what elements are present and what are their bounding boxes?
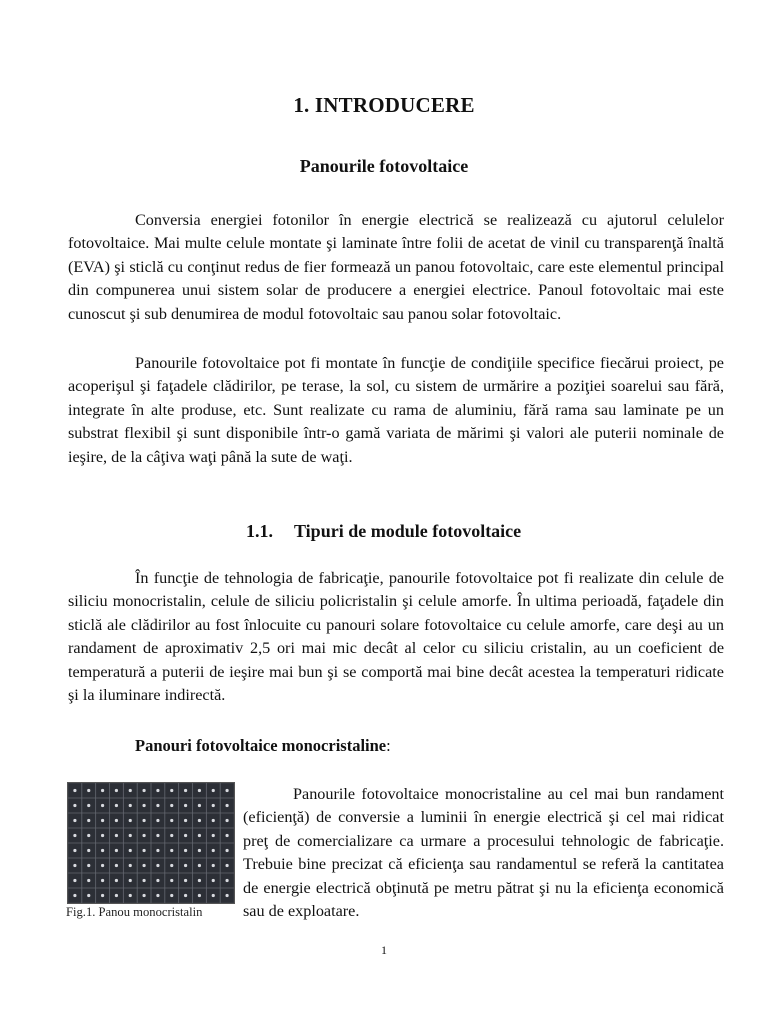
panel-cell-dot bbox=[156, 849, 159, 852]
panel-cell-dot bbox=[212, 804, 215, 807]
panel-cell-dot bbox=[225, 834, 228, 837]
panel-cell-dot bbox=[142, 894, 145, 897]
panel-cell-dot bbox=[142, 819, 145, 822]
chapter-title: 1. INTRODUCERE bbox=[293, 93, 475, 117]
panel-cell-dot bbox=[87, 834, 90, 837]
paragraph-mounting-text: Panourile fotovoltaice pot fi montate în funcţie de condiţiile specifice fiecărui proiect, pe acoperişul şi faţadele clădirilor, pe terase, la sol, cu sistem de urmărire a poziţiei soarelui sau fără, integrate în alte produse, etc. Sunt realizate cu rama de aluminiu, fără rama sau laminate pe un substrat flexibil şi sunt disponibile într-o gamă variata de mărimi şi valori ale puterii nominale de ieşire, de la câţiva waţi până la sute de waţi. bbox=[68, 354, 724, 466]
panel-cell-dot bbox=[115, 894, 118, 897]
panel-cell-dot bbox=[142, 849, 145, 852]
monocrystalline-panel-image bbox=[67, 782, 235, 904]
panel-cell-dot bbox=[184, 879, 187, 882]
panel-cell-dot bbox=[115, 864, 118, 867]
subheading-monocrystalline bbox=[135, 736, 391, 756]
panel-cell-dot bbox=[225, 789, 228, 792]
panel-cell-dot bbox=[129, 894, 132, 897]
panel-cell-dot bbox=[115, 849, 118, 852]
panel-cell-dot bbox=[184, 804, 187, 807]
panel-cell-dot bbox=[73, 894, 76, 897]
panel-cell-dot bbox=[198, 804, 201, 807]
panel-cell-dot bbox=[198, 849, 201, 852]
panel-cell-dot bbox=[170, 819, 173, 822]
paragraph-monocrystalline bbox=[243, 783, 724, 923]
paragraph-monocrystalline-text: Panourile fotovoltaice monocristaline au cel mai bun randament (eficienţă) de conversie a luminii în energie electrică şi cel mai ridicat preţ de comercializare ca urmare a procesului tehnologic de fabricaţie. Trebuie bine precizat că eficienţa sau randamentul se referă la cantitatea de energie electrică obţinută pe metru pătrat şi nu la eficienţa economică sau de exploatare. bbox=[243, 785, 724, 921]
panel-cell-dot bbox=[73, 789, 76, 792]
panel-cell-dot bbox=[87, 804, 90, 807]
panel-cell-dot bbox=[129, 849, 132, 852]
section-title: Panourile fotovoltaice bbox=[299, 156, 469, 176]
panel-cell-dot bbox=[156, 879, 159, 882]
panel-cell-dot bbox=[87, 819, 90, 822]
panel-cell-dot bbox=[212, 789, 215, 792]
panel-cell-dot bbox=[142, 789, 145, 792]
subsection-title-text: Tipuri de module fotovoltaice bbox=[294, 521, 522, 541]
paragraph-intro-text: Conversia energiei fotonilor în energie electrică se realizează cu ajutorul celulelor fotovoltaice. Mai multe celule montate şi laminate între folii de acetat de vinil cu transparenţă înaltă (EVA) şi sticlă cu conţinut redus de fier formează un panou fotovoltaic, care este elementul principal din compunerea unui sistem solar de producere a energiei electrice. Panoul fotovoltaic mai este cunoscut şi sub denumirea de modul fotovoltaic sau panou solar fotovoltaic. bbox=[68, 211, 724, 323]
panel-cell-dot bbox=[212, 894, 215, 897]
panel-cell-dot bbox=[142, 834, 145, 837]
panel-cell-dot bbox=[142, 879, 145, 882]
panel-illustration bbox=[68, 783, 234, 903]
panel-cell-dot bbox=[184, 864, 187, 867]
panel-cell-dot bbox=[225, 849, 228, 852]
panel-cell-dot bbox=[73, 879, 76, 882]
panel-cell-dot bbox=[184, 819, 187, 822]
panel-cell-dot bbox=[101, 834, 104, 837]
panel-cell-dot bbox=[225, 879, 228, 882]
panel-cell-dot bbox=[129, 879, 132, 882]
panel-cell-dot bbox=[87, 789, 90, 792]
subsection-number: 1.1. bbox=[246, 521, 273, 541]
panel-cell-dot bbox=[87, 894, 90, 897]
panel-cell-dot bbox=[101, 879, 104, 882]
panel-cell-dot bbox=[198, 864, 201, 867]
page-number: 1 bbox=[381, 943, 387, 957]
panel-cell-dot bbox=[198, 879, 201, 882]
panel-cell-dot bbox=[142, 804, 145, 807]
panel-cell-dot bbox=[101, 894, 104, 897]
panel-cell-dot bbox=[170, 849, 173, 852]
panel-cell-dot bbox=[170, 789, 173, 792]
panel-cell-dot bbox=[170, 834, 173, 837]
panel-cell-dot bbox=[212, 864, 215, 867]
panel-cell-dot bbox=[129, 789, 132, 792]
panel-cell-dot bbox=[212, 819, 215, 822]
panel-cell-dot bbox=[156, 834, 159, 837]
subsection-title bbox=[246, 521, 521, 542]
panel-cell-dot bbox=[129, 804, 132, 807]
paragraph-intro bbox=[68, 209, 724, 326]
panel-cell-dot bbox=[101, 819, 104, 822]
panel-cell-dot bbox=[170, 894, 173, 897]
panel-cell-dot bbox=[73, 834, 76, 837]
panel-cell-dot bbox=[73, 819, 76, 822]
panel-cell-dot bbox=[184, 849, 187, 852]
panel-cell-dot bbox=[87, 879, 90, 882]
subheading-monocrystalline-text: Panouri fotovoltaice monocristaline bbox=[135, 736, 387, 755]
panel-cell-dot bbox=[142, 864, 145, 867]
panel-cell-dot bbox=[198, 819, 201, 822]
panel-cell-dot bbox=[115, 804, 118, 807]
panel-cell-dot bbox=[156, 864, 159, 867]
panel-cell-dot bbox=[156, 819, 159, 822]
panel-cell-dot bbox=[115, 789, 118, 792]
panel-cell-dot bbox=[129, 819, 132, 822]
panel-cell-dot bbox=[184, 894, 187, 897]
panel-cell-dot bbox=[184, 834, 187, 837]
panel-cell-dot bbox=[101, 804, 104, 807]
panel-cell-dot bbox=[101, 849, 104, 852]
panel-cell-dot bbox=[87, 864, 90, 867]
panel-cell-dot bbox=[198, 834, 201, 837]
subheading-colon: : bbox=[386, 736, 391, 755]
panel-cell-dot bbox=[225, 804, 228, 807]
panel-cell-dot bbox=[73, 849, 76, 852]
panel-cell-dot bbox=[212, 879, 215, 882]
panel-cell-dot bbox=[129, 834, 132, 837]
panel-cell-dot bbox=[101, 864, 104, 867]
panel-cell-dot bbox=[212, 849, 215, 852]
panel-cell-dot bbox=[101, 789, 104, 792]
panel-cell-dot bbox=[156, 894, 159, 897]
panel-cell-dot bbox=[115, 834, 118, 837]
panel-cell-dot bbox=[198, 789, 201, 792]
paragraph-types bbox=[68, 567, 724, 707]
panel-cell-dot bbox=[73, 804, 76, 807]
panel-cell-dot bbox=[156, 789, 159, 792]
panel-cell-dot bbox=[170, 864, 173, 867]
panel-cell-dot bbox=[225, 864, 228, 867]
panel-cell-dot bbox=[115, 819, 118, 822]
panel-cell-dot bbox=[212, 834, 215, 837]
panel-cell-dot bbox=[184, 789, 187, 792]
panel-cell-dot bbox=[225, 819, 228, 822]
figure-caption: Fig.1. Panou monocristalin bbox=[66, 905, 203, 919]
paragraph-mounting bbox=[68, 352, 724, 469]
paragraph-types-text: În funcţie de tehnologia de fabricaţie, panourile fotovoltaice pot fi realizate din celule de siliciu monocristalin, celule de siliciu policristalin şi celule amorfe. În ultima perioadă, faţadele din sticlă ale clădirilor au fost înlocuite cu panouri solare fotovoltaice cu celule amorfe, care deşi au un randament de aproximativ 2,5 ori mai mic decât al celor cu siliciu cristalin, au un coeficient de temperatură a puterii de ieşire mai bun şi se comportă mai bine decât acestea la temperaturi ridicate şi la iluminare indirectă. bbox=[68, 569, 724, 705]
panel-cell-dot bbox=[198, 894, 201, 897]
panel-cell-dot bbox=[156, 804, 159, 807]
panel-cell-dot bbox=[170, 879, 173, 882]
panel-cell-dot bbox=[87, 849, 90, 852]
panel-cell-dot bbox=[115, 879, 118, 882]
panel-cell-dot bbox=[170, 804, 173, 807]
panel-cell-dot bbox=[73, 864, 76, 867]
panel-cell-dot bbox=[225, 894, 228, 897]
panel-cell-dot bbox=[129, 864, 132, 867]
